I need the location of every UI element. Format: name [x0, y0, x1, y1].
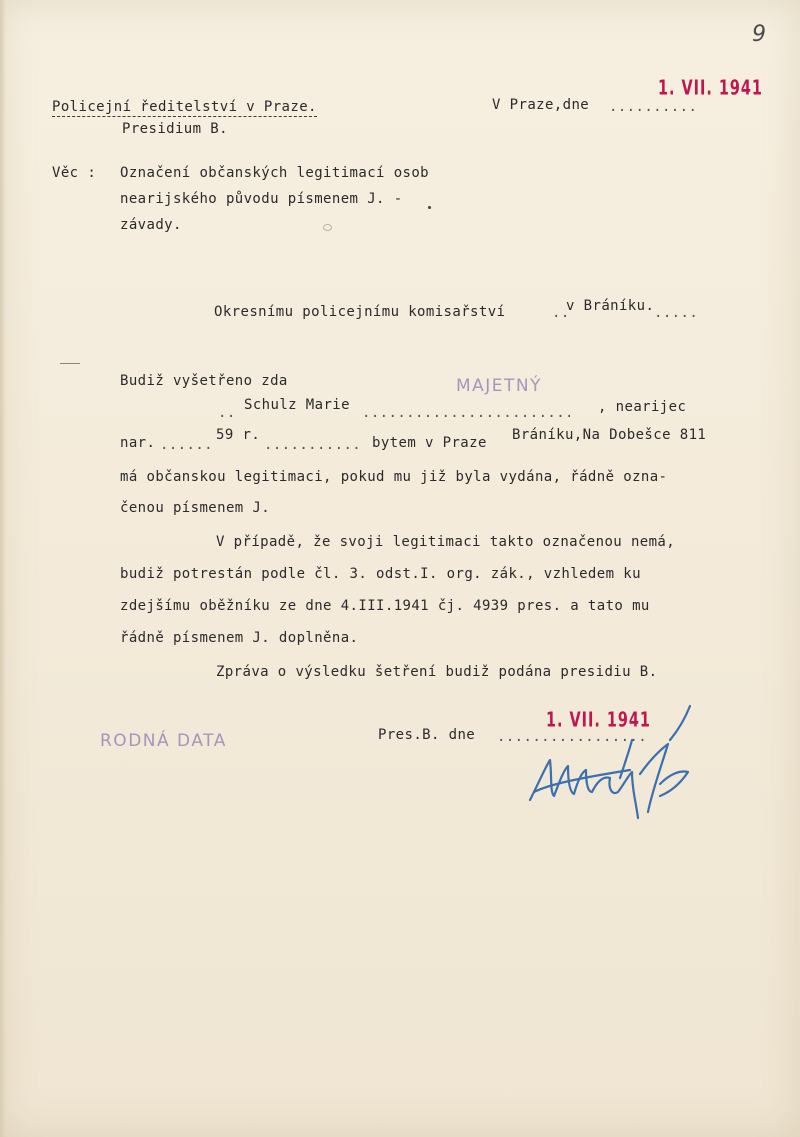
page-number: 9: [752, 22, 766, 47]
born-dots-2: ...........: [264, 437, 362, 453]
footer-date-stamp: 1. VII. 1941: [546, 707, 651, 732]
para2-line4: řádně písmenem J. doplněna.: [120, 630, 359, 646]
signature: [520, 700, 700, 840]
subject-line-1: Označení občanských legitimací osob: [120, 165, 430, 181]
margin-mark: [60, 363, 80, 364]
person-name: Schulz Marie: [244, 397, 350, 413]
body-intro: Budiž vyšetřeno zda: [120, 373, 288, 389]
addressee-location: v Bráníku.: [566, 298, 655, 314]
addressee-dots-2: .....: [654, 305, 699, 321]
name-dots-2: ........................: [362, 405, 574, 421]
name-dots-1: ..: [218, 405, 236, 421]
person-address: Bráníku,Na Dobešce 811: [512, 427, 707, 443]
subject-line-3: závady.: [120, 217, 182, 233]
majetny-stamp: MAJETNÝ: [456, 376, 543, 396]
date-dots: ..........: [609, 99, 698, 115]
place-date-label: V Praze,dne: [492, 97, 590, 113]
authority-heading: Policejní ředitelství v Praze.: [52, 99, 317, 115]
ink-dot: [428, 206, 431, 209]
addressee-dots-1: ..: [552, 305, 570, 321]
addressee-prefix: Okresnímu policejnímu komisařství: [214, 304, 506, 320]
para1-line2: čenou písmenem J.: [120, 500, 271, 516]
footer-dots: .................: [497, 729, 648, 745]
born-label: nar.: [120, 435, 156, 451]
paper-spot: [323, 224, 332, 231]
header-date-stamp: 1. VII. 1941: [658, 75, 763, 100]
rodna-data-stamp: RODNÁ DATA: [100, 731, 227, 751]
para3: Zpráva o výsledku šetření budiž podána presidiu B.: [216, 664, 658, 680]
born-dots-1: ......: [160, 437, 213, 453]
person-status: , nearijec: [598, 399, 687, 415]
para1-line1: má občanskou legitimaci, pokud mu již byla vydána, řádně ozna-: [120, 469, 668, 485]
para2-line2: budiž potrestán podle čl. 3. odst.I. org. zák., vzhledem ku: [120, 566, 641, 582]
department-heading: Presidium B.: [122, 121, 228, 137]
subject-label: Věc :: [52, 165, 97, 181]
residence-label: bytem v Praze: [372, 435, 487, 451]
para2-line1: V případě, že svoji legitimaci takto označenou nemá,: [216, 534, 676, 550]
para2-line3: zdejšímu oběžníku ze dne 4.III.1941 čj. 4939 pres. a tato mu: [120, 598, 650, 614]
person-age: 59 r.: [216, 427, 261, 443]
footer-place-label: Pres.B. dne: [378, 727, 476, 743]
subject-line-2: nearijského původu písmenem J. -: [120, 191, 403, 207]
